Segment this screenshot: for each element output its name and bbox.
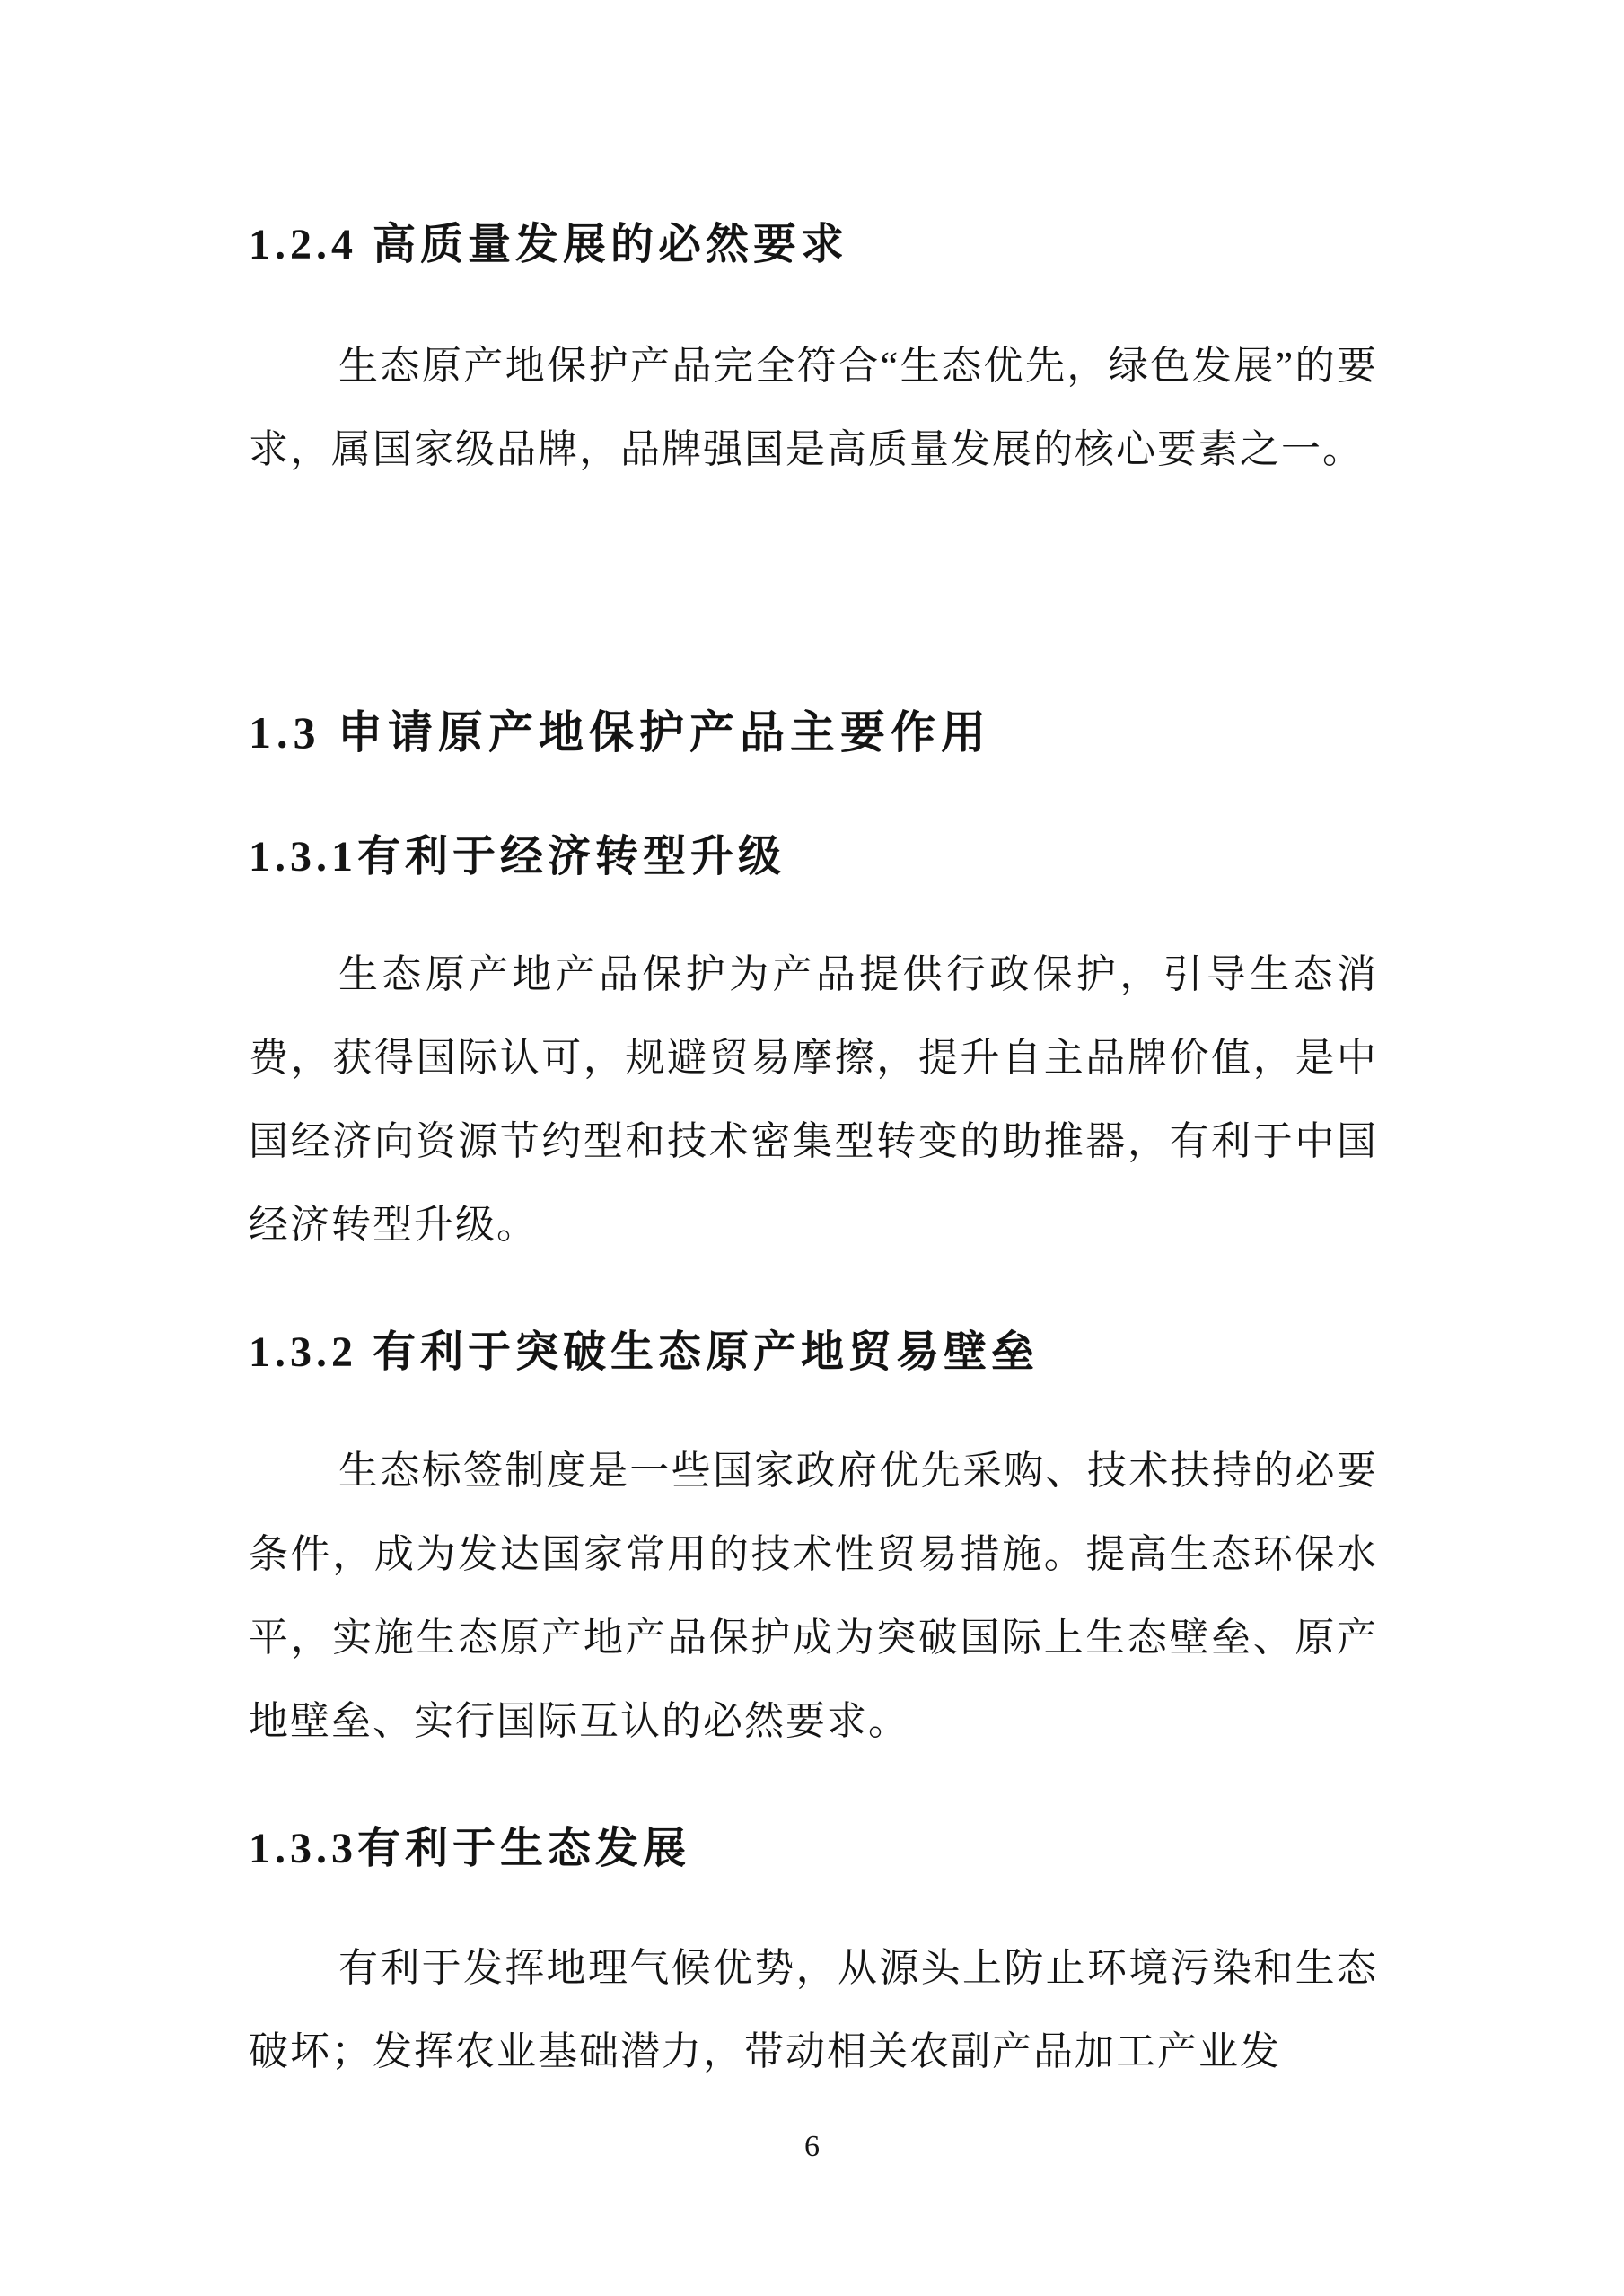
paragraph-1-3-1: 生态原产地产品保护为产品提供行政保护，引导生态消费，获得国际认可，规避贸易摩擦，提升自主品牌价值，是中国经济向资源节约型和技术密集型转变的助推器，有利于中国经济转型升级。 [249, 952, 1378, 1247]
paragraph-1-2-4: 生态原产地保护产品完全符合“生态优先，绿色发展”的要求，属国家级品牌，品牌强国是高质量发展的核心要素之一。 [249, 344, 1378, 471]
page-number: 6 [804, 2130, 820, 2163]
section-heading-1-3-3: 1.3.3有利于生态发展 [249, 1825, 691, 1872]
section-heading-1-3-1: 1.3.1有利于经济转型升级 [249, 833, 786, 881]
paragraph-1-3-3: 有利于发挥地理气候优势，从源头上防止环境污染和生态破坏；发挥农业基础潜力，带动相关农副产品加工产业发 [249, 1946, 1378, 2073]
paragraph-1-3-2: 生态标签制度是一些国家政府优先采购、技术扶持的必要条件，成为发达国家常用的技术性贸易措施。提高生态环保水平，实施生态原产地产品保护成为突破国际上生态壁垒、原产地壁垒、实行国际互认的必然要求。 [249, 1449, 1378, 1743]
section-heading-1-2-4: 1.2.4 高质量发展的必然要求 [249, 221, 849, 268]
section-heading-1-3: 1.3 申请原产地保护产品主要作用 [249, 707, 991, 758]
section-heading-1-3-2: 1.3.2 有利于突破生态原产地贸易壁垒 [249, 1328, 1040, 1376]
